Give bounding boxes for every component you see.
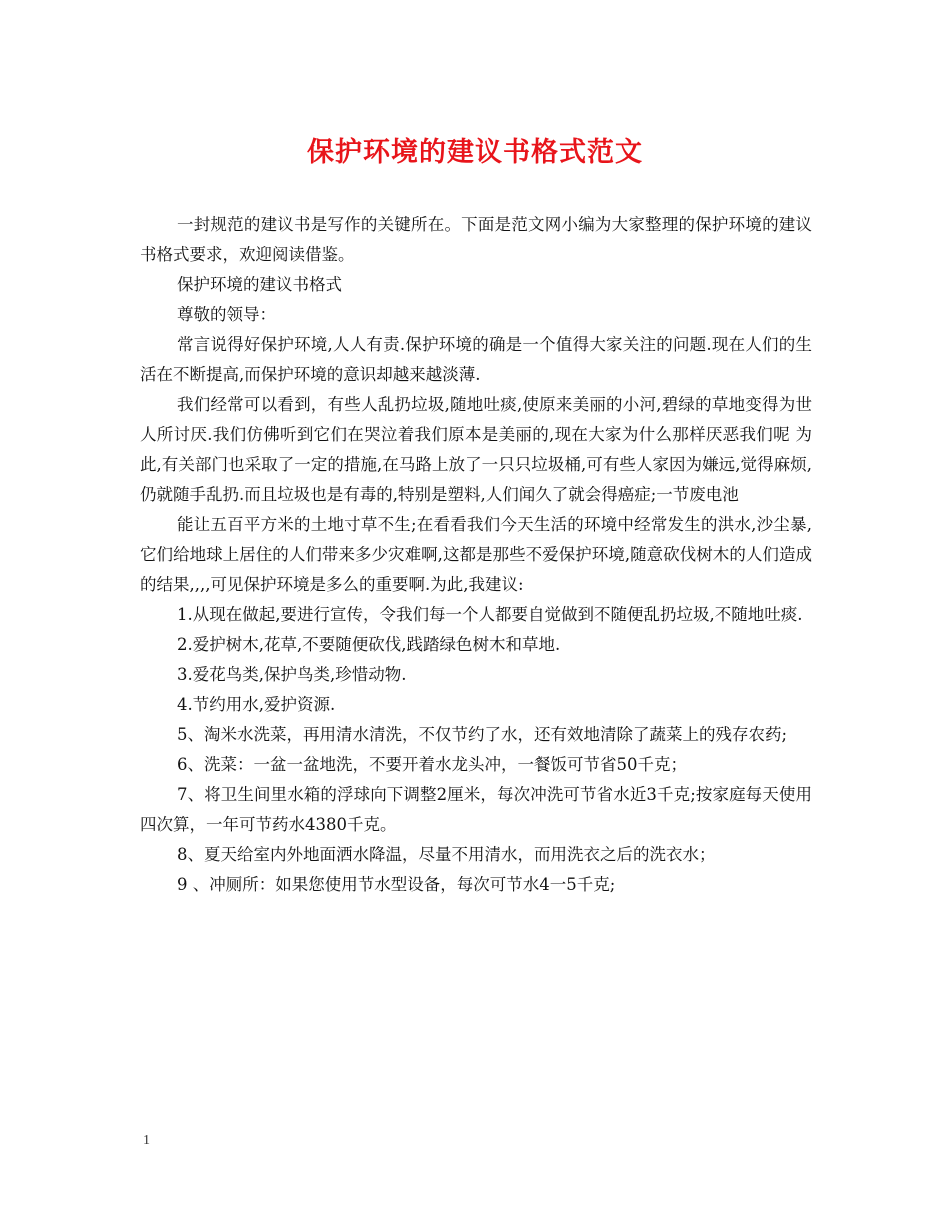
paragraph-suggestion-item: 5、淘米水洗菜，再用清水清洗，不仅节约了水，还有效地清除了蔬菜上的残存农药;: [177, 725, 788, 744]
paragraph-suggestion-item: 9 、冲厕所：如果您使用节水型设备，每次可节水4一5千克;: [177, 875, 616, 894]
paragraph-salutation: 尊敬的领导：: [177, 305, 276, 324]
paragraph-intro: 一封规范的建议书是写作的关键所在。下面是范文网小编为大家整理的保护环境的建议书格式要求，欢迎阅读借鉴。: [140, 215, 812, 264]
document-title: 保护环境的建议书格式范文: [307, 137, 643, 168]
paragraph-subtitle: 保护环境的建议书格式: [177, 275, 342, 294]
paragraph-body: 常言说得好保护环境,人人有责.保护环境的确是一个值得大家关注的问题.现在人们的生活在不断提高,而保护环境的意识却越来越淡薄.: [140, 335, 812, 384]
paragraph-body: 能让五百平方米的土地寸草不生;在看看我们今天生活的环境中经常发生的洪水,沙尘暴,它们给地球上居住的人们带来多少灾难啊,这都是那些不爱保护环境,随意砍伐树木的人们造成的结果,,,,可见保护环境是多么的重要啊.为此,我建议:: [140, 515, 812, 594]
paragraph-suggestion-item: 8、夏天给室内外地面洒水降温，尽量不用清水，而用洗衣之后的洗衣水；: [177, 845, 716, 864]
paragraph-suggestion-item: 4.节约用水,爱护资源.: [177, 695, 336, 714]
paragraph-suggestion-item: 7、将卫生间里水箱的浮球向下调整2厘米，每次冲洗可节省水近3千克;按家庭每天使用四次算，一年可节药水4380千克。: [140, 785, 812, 834]
paragraph-suggestion-item: 6、洗菜：一盆一盆地洗，不要开着水龙头冲，一餐饭可节省50千克；: [177, 755, 687, 774]
paragraph-suggestion-item: 2.爱护树木,花草,不要随便砍伐,践踏绿色树木和草地.: [177, 635, 561, 654]
document-body: [140, 210, 812, 900]
paragraph-body: 我们经常可以看到，有些人乱扔垃圾,随地吐痰,使原来美丽的小河,碧绿的草地变得为世人所讨厌.我们仿佛听到它们在哭泣着我们原本是美丽的,现在大家为什么那样厌恶我们呢 为此,有关部门也采取了一定的措施,在马路上放了一只只垃圾桶,可有些人家因为嫌远,觉得麻烦,仍就随手乱扔.而且垃圾也是有毒的,特别是塑料,人们闻久了就会得癌症;一节废电池: [140, 395, 812, 504]
paragraph-suggestion-item: 1.从现在做起,要进行宣传，令我们每一个人都要自觉做到不随便乱扔垃圾,不随地吐痰.: [177, 605, 803, 624]
paragraph-suggestion-item: 3.爱花鸟类,保护鸟类,珍惜动物.: [177, 665, 407, 684]
page-number: 1: [143, 1133, 150, 1148]
